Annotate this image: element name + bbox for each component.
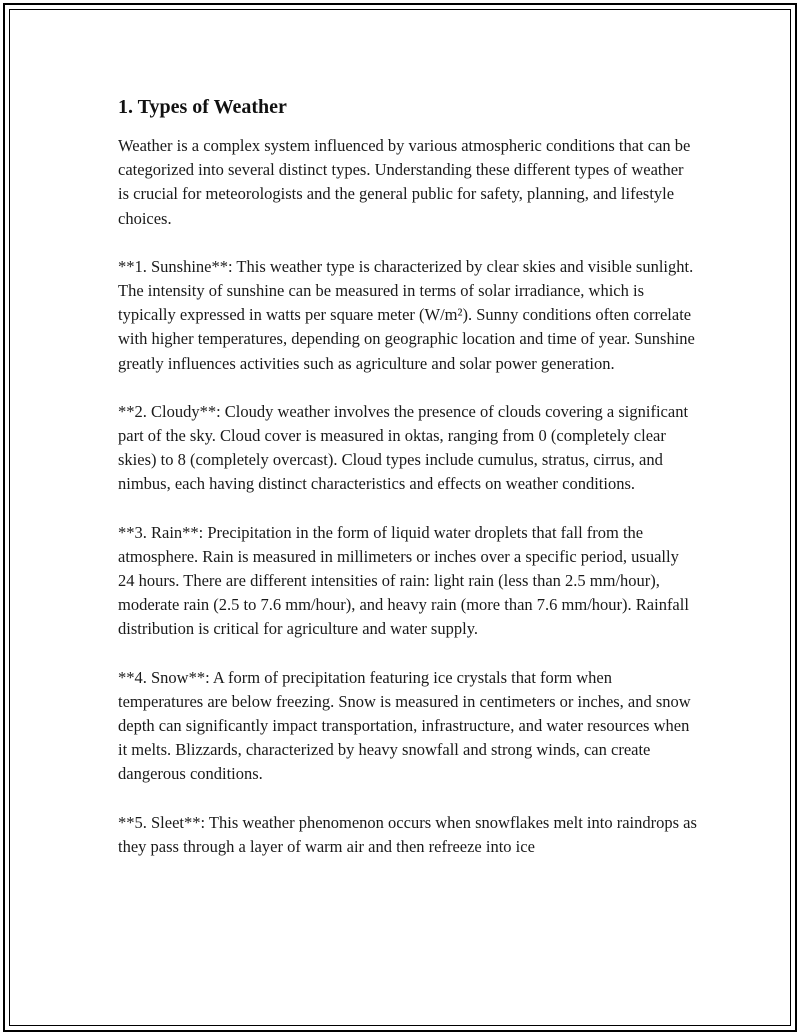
snow-paragraph: **4. Snow**: A form of precipitation featuring ice crystals that form when temperatures are below freezing. Snow is measured in centimeters or inches, and snow depth can significantly impact transportation, infrastructure, and water resources when it melts. Blizzards, characterized by heavy snowfall and strong winds, can create dangerous conditions. [118,667,691,784]
sunshine-paragraph: **1. Sunshine**: This weather type is characterized by clear skies and visible sunlight. The intensity of sunshine can be measured in terms of solar irradiance, which is typically expressed in watts per square meter (W/m²). Sunny conditions often correlate with higher temperatures, depending on geographic location and time of year. Sunshine greatly influences activities such as agriculture and solar power generation. [118,256,695,373]
intro-paragraph: Weather is a complex system influenced by various atmospheric conditions that can be categorized into several distinct types. Understanding these different types of weather is crucial for meteorologists and the general public for safety, planning, and lifestyle choices. [118,136,691,228]
section-heading: 1. Types of Weather [118,96,287,118]
rain-paragraph: **3. Rain**: Precipitation in the form of liquid water droplets that fall from the atmosphere. Rain is measured in millimeters or inches over a specific period, usually 24 hours. There are different intensities of rain: light rain (less than 2.5 mm/hour), moderate rain (2.5 to 7.6 mm/hour), and heavy rain (more than 7.6 mm/hour). Rainfall distribution is critical for agriculture and water supply. [118,522,689,639]
document-body [118,94,698,883]
sleet-paragraph: **5. Sleet**: This weather phenomenon occurs when snowflakes melt into raindrops as they pass through a layer of warm air and then refreeze into ice [118,812,697,856]
cloudy-paragraph: **2. Cloudy**: Cloudy weather involves the presence of clouds covering a significant part of the sky. Cloud cover is measured in oktas, ranging from 0 (completely clear skies) to 8 (completely overcast). Cloud types include cumulus, stratus, cirrus, and nimbus, each having distinct characteristics and effects on weather conditions. [118,401,689,494]
